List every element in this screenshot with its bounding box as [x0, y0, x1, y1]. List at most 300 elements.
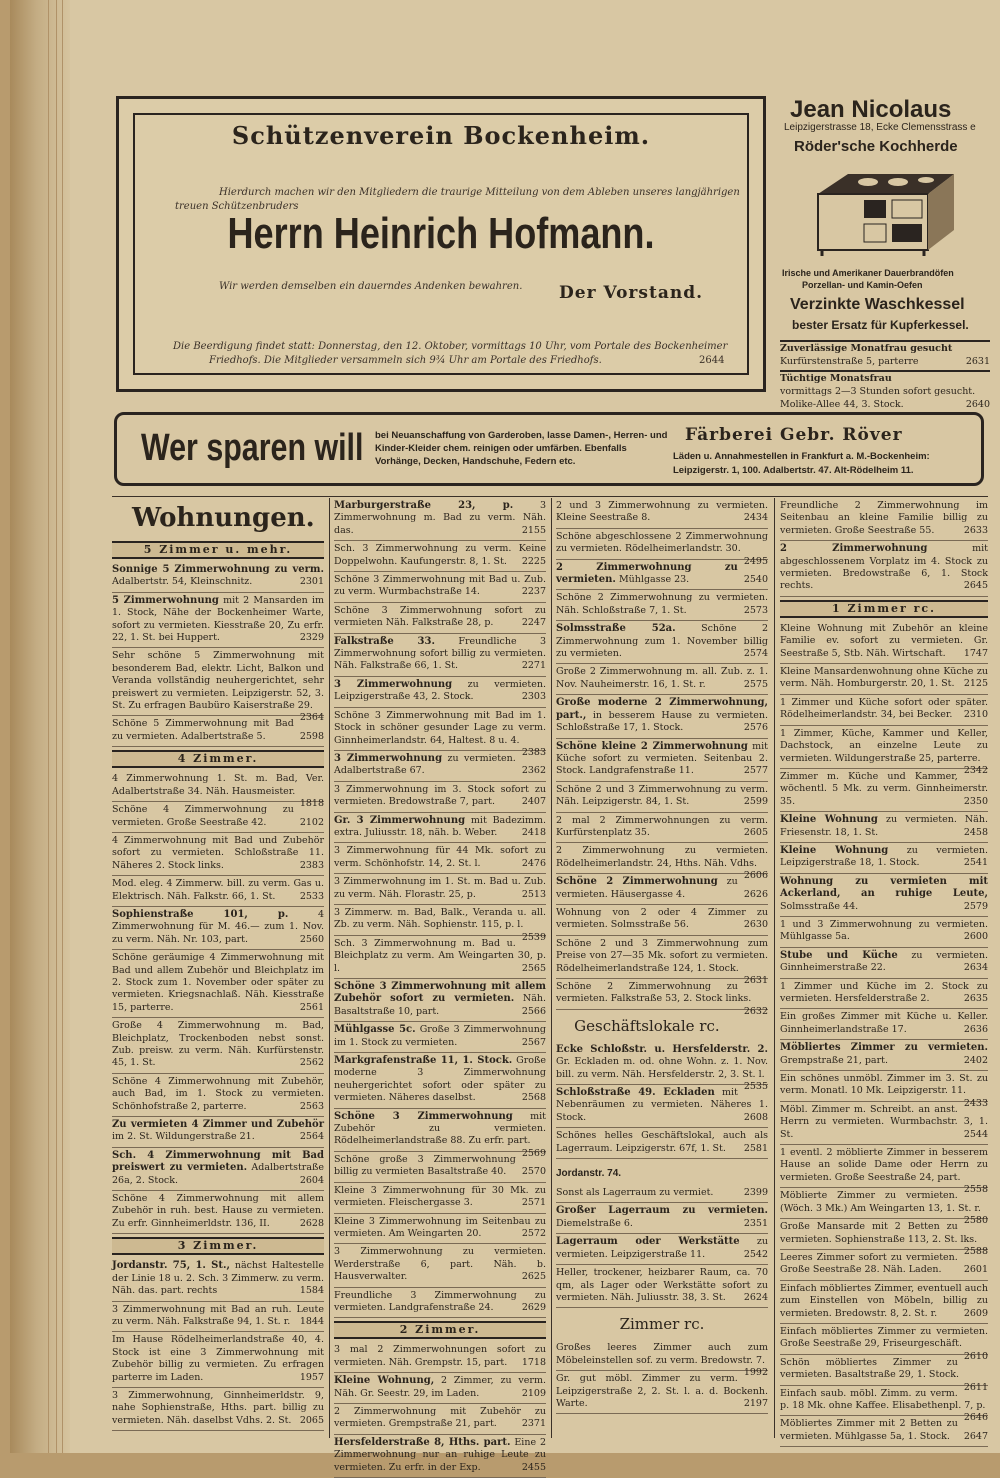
ad-number: 2455: [521, 1461, 546, 1473]
ad-headline: Schloßstraße 49. Eckladen: [556, 1087, 715, 1099]
classified-ad: [556, 936, 768, 986]
ad-text: Sehr schöne 5 Zimmerwohnung mit besonderem Bad, elektr. Licht, Balkon und Veranda vollständig neuhergerichtet, sehr preiswert zu vermieten. Leipzigerstr. 52, 3. St. Zu erfragen Baubüro Kaiserstraße 29.: [112, 650, 324, 712]
classified-ad: [112, 950, 324, 1018]
side-ad-1-head: Zuverlässige Monatfrau gesucht: [780, 343, 953, 354]
classified-ad: [556, 1159, 768, 1203]
classified-ad: [780, 541, 988, 597]
ad-text: Freundliche 3 Zimmerwohnung sofort billig zu vermieten. Näh. Falkstraße 66, 1. St.: [334, 635, 546, 672]
classified-ad: [556, 621, 768, 664]
ad-number: 2364: [299, 712, 324, 724]
ad-text: Möblierte Zimmer zu vermieten. (Wöch. 3 Mk.) Am Weingarten 13, 1. St. r.: [780, 1190, 981, 1214]
ad-text: zu vermieten. Adalbertstraße 67.: [334, 752, 516, 777]
ad-text: Solmsstraße 44.: [780, 900, 859, 912]
ad-text: Heller, trockener, heizbarer Raum, ca. 70 qm, als Lager oder Werkstätte sofort zu vermieten. Näh. Juliusstr. 38, 3. St.: [556, 1267, 768, 1303]
ad-text: mit 2 Mansarden im 1. Stock, Nähe der Bockenheimer Warte, sofort zu vermieten. Kiesstraße 20, Zu erfr. 22, 1. St. bei Huppert.: [112, 594, 324, 644]
ad-text: Schöne 2 und 3 Zimmerwohnung zu verm. Näh. Leipzigerstr. 84, 1. St.: [556, 783, 768, 808]
ad-headline: Lagerraum oder Werkstätte: [556, 1236, 740, 1248]
ad-text: Ein großes Zimmer mit Küche u. Keller. Ginnheimerlandstraße 17.: [780, 1011, 988, 1035]
ad-number: 2646: [963, 1412, 988, 1424]
side-ad-2-head: Tüchtige Monatsfrau: [780, 373, 892, 384]
ad-text: 3 Zimmerwohnung für 44 Mk. sofort zu verm. Schönhofstr. 14, 2. St. l.: [334, 845, 546, 869]
ad-text: Wohnung von 2 oder 4 Zimmer zu vermieten. Solmsstraße 56.: [556, 906, 768, 931]
ad-text: 2 Zimmerwohnung mit Zubehör zu vermieten. Grempstraße 21, part.: [334, 1405, 546, 1430]
ad-text: 1 Zimmer und Küche sofort oder später. Rödelheimerlandstr. 34, bei Becker.: [780, 696, 988, 721]
nicolaus-headline: Röder'sche Kochherde: [794, 138, 958, 155]
ad-text: 3 Zimmerw. m. Bad, Balk., Veranda u. all. Zb. zu verm. Näh. Sophienstr. 115, p. l.: [334, 906, 546, 931]
classified-ad: [112, 876, 324, 907]
classified-ad: [112, 907, 324, 950]
ad-text: Freundliche 3 Zimmerwohnung zu vermieten. Landgrafenstraße 24.: [334, 1289, 546, 1313]
classified-ad: [112, 1191, 324, 1234]
section-header: Geschäftslokale rc.: [574, 1016, 720, 1035]
classified-ad: [780, 1145, 988, 1196]
nicolaus-verzinkt: Verzinkte Waschkessel: [790, 296, 965, 313]
ad-number: 1992: [743, 1367, 768, 1379]
classified-ad: [556, 874, 768, 905]
sparen-address-1: Läden u. Annahmestellen in Frankfurt a. M.-Bockenheim:: [673, 451, 930, 462]
classified-ad: [780, 917, 988, 948]
ad-number: 2601: [963, 1264, 988, 1276]
classified-ad: [334, 708, 546, 758]
classified-ad: [334, 1342, 546, 1373]
ad-number: 2579: [963, 900, 988, 912]
classified-ad: [780, 726, 988, 776]
ad-number: 2632: [743, 1005, 768, 1017]
ad-number: 2635: [963, 993, 988, 1004]
classified-ad: [334, 1214, 546, 1245]
memorial-memory: Wir werden demselben ein dauerndes Andenken bewahren.: [219, 281, 523, 292]
classified-ad: [780, 498, 988, 541]
classified-ad: [780, 1250, 988, 1281]
ad-number: 2155: [521, 524, 546, 536]
ad-headline: Schöne kleine 2 Zimmerwohnung: [556, 740, 748, 752]
ad-text: Große 2 Zimmerwohnung m. all. Zub. z. 1. Nov. Nauheimerstr. 16, 1. St. r.: [556, 666, 768, 690]
classified-ad: [334, 843, 546, 874]
ad-number: 2225: [521, 555, 546, 567]
ad-headline: Schöne 3 Zimmerwohnung: [334, 1110, 513, 1122]
classified-ad: [334, 634, 546, 677]
ad-number: 1818: [299, 798, 324, 810]
ad-text: Grempstraße 21, part.: [780, 1054, 888, 1066]
classified-ad: [334, 541, 546, 572]
ad-text: Schöne 2 Zimmerwohnung zum 1. November billig zu vermieten.: [556, 623, 768, 660]
memorial-intro-2: treuen Schützenbruders: [175, 201, 299, 212]
ad-text: 3 Zimmerwohnung im 3. Stock sofort zu vermieten. Bredowstraße 7, part.: [334, 783, 546, 808]
ad-text: Freundliche 2 Zimmerwohnung im Seitenbau an kleine Familie billig zu vermieten. Große Seestraße 55.: [780, 500, 988, 536]
classified-ad: [780, 1102, 988, 1145]
ad-number: 2383: [521, 746, 546, 758]
ad-text: Große 3 Zimmerwohnung im 1. Stock zu vermieten.: [334, 1024, 546, 1048]
ad-text: Kleine 3 Zimmerwohnung für 30 Mk. zu vermieten. Fleischergasse 3.: [334, 1184, 546, 1209]
column-4-list: [780, 498, 988, 1447]
ad-number: 2560: [299, 933, 324, 945]
ad-text: 3 mal 2 Zimmerwohnungen sofort zu vermieten. Näh. Grempstr. 15, part.: [334, 1344, 546, 1368]
ad-headline: Große moderne 2 Zimmerwohnung, part.,: [556, 697, 768, 721]
ad-text: Schöne 2 Zimmerwohnung zu vermieten. Falkstraße 53, 2. Stock links.: [556, 981, 752, 1005]
ad-number: 2572: [521, 1227, 546, 1239]
ad-number: 2580: [963, 1215, 988, 1227]
ad-number: 2247: [521, 617, 546, 629]
ad-text: Im Hause Rödelheimerlandstraße 40, 4. Stock ist eine 3 Zimmerwohnung mit Zubehör billig zu vermieten. Zu erfragen parterre im Laden.: [112, 1334, 324, 1383]
nicolaus-sub-1: Irische und Amerikaner Dauerbrandöfen: [782, 268, 954, 278]
ad-text: zu vermieten. Ginnheimerstraße 22.: [780, 949, 988, 974]
ad-number: 2561: [299, 1001, 324, 1013]
ad-text: Adalbertstraße 26a, 2. Stock.: [112, 1162, 324, 1186]
classified-ad: [780, 769, 988, 812]
classified-ad: [556, 739, 768, 782]
ad-text: 3 Zimmerwohnung zu vermieten. Werderstraße 6, part. Näh. b. Hausverwalter.: [334, 1246, 546, 1283]
ad-number: 1718: [521, 1356, 546, 1368]
ad-number: 2634: [963, 962, 988, 974]
ad-number: 2362: [521, 765, 546, 777]
ad-number: 2636: [963, 1023, 988, 1035]
ad-number: 2569: [521, 1147, 546, 1159]
ad-number: 2541: [963, 857, 988, 869]
ad-text: Schöne 3 Zimmerwohnung mit Bad u. Zub. zu verm. Wurmbachstraße 14.: [334, 574, 546, 598]
ad-text: Schöne große 3 Zimmerwohnung billig zu vermieten Basaltstraße 40.: [334, 1153, 516, 1178]
ad-number: 2383: [299, 859, 324, 871]
ad-number: 2598: [299, 730, 324, 742]
ad-number: 2065: [299, 1414, 324, 1426]
classified-ad: [112, 1388, 324, 1431]
nicolaus-ad: [778, 92, 990, 337]
classified-ad: [334, 1053, 546, 1109]
side-ad-1-text: Kurfürstenstraße 5, parterre: [780, 356, 919, 367]
ad-headline: 2 Zimmerwohnung: [780, 543, 928, 555]
ad-text: 3 Zimmerwohnung m. Bad zu verm. Näh. das.: [334, 500, 546, 536]
ad-number: 2301: [299, 576, 324, 588]
ad-text: Mod. eleg. 4 Zimmerw. bill. zu verm. Gas u. Elektrisch. Näh. Falkstr. 66, 1. St.: [112, 878, 324, 902]
column-1-list: [112, 541, 324, 1431]
ad-number: 2418: [521, 826, 546, 838]
ad-number: 2458: [963, 826, 988, 838]
ad-number: 2102: [299, 816, 324, 828]
ad-number: 2237: [521, 586, 546, 598]
classified-ad: [334, 1288, 546, 1319]
ad-number: 2605: [743, 826, 768, 838]
classified-ad: [556, 979, 768, 1017]
column-1: [112, 498, 324, 1437]
classified-ad: [556, 560, 768, 591]
nicolaus-sub-2: Porzellan- und Kamin-Oefen: [802, 280, 923, 290]
classified-ad: [780, 1355, 988, 1393]
classified-ad: [556, 664, 768, 695]
ad-number: 2109: [521, 1387, 546, 1399]
classified-ad: [112, 1018, 324, 1074]
classified-ad: [334, 1435, 546, 1478]
ad-text: Schöne 4 Zimmerwohnung zu vermieten. Große Seestraße 42.: [112, 804, 294, 828]
sparen-address-2: Leipzigerstr. 1, 100. Adalbertstr. 47. Alt-Rödelheim 11.: [673, 465, 914, 476]
ad-number: 2564: [299, 1131, 324, 1143]
side-ad-2-text: vormittags 2—3 Stunden sofort gesucht. Molike-Allee 44, 3. Stock.: [780, 386, 976, 410]
ad-text: Einfach möbliertes Zimmer zu vermieten. Große Seestraße 29, Friseurgeschäft.: [780, 1325, 988, 1350]
classified-ad: [112, 1302, 324, 1333]
ad-number: 1844: [299, 1315, 324, 1327]
ad-text: 2 mal 2 Zimmerwohnungen zu verm. Kurfürstenplatz 35.: [556, 814, 768, 838]
sparen-title: Wer sparen will: [141, 427, 364, 469]
ad-text: Diemelstraße 6.: [556, 1217, 633, 1229]
ad-number: 2571: [521, 1197, 546, 1209]
ad-headline: Zu vermieten 4 Zimmer und Zubehör: [112, 1119, 324, 1131]
ad-number: 2566: [521, 1005, 546, 1017]
ad-text: Großes leeres Zimmer auch zum Möbeleinstellen sof. zu verm. Bredowstr. 7.: [556, 1342, 768, 1366]
page-edge: [10, 0, 70, 1453]
page-edge-line: [56, 0, 57, 1453]
classified-ad: [334, 1244, 546, 1287]
ad-text: Schöne geräumige 4 Zimmerwohnung mit Bad und allem Zubehör und Bleichplatz im 2. Stock zum 1. November oder später zu vermieten. Kriegsnachlaß. Näh. Kiesstraße 15, parterre.: [112, 952, 324, 1013]
memorial-signature: Der Vorstand.: [559, 283, 703, 303]
classified-ad: [112, 1074, 324, 1117]
section-heading-wohnungen: Wohnungen.: [132, 503, 315, 533]
ad-number: 2630: [743, 919, 768, 931]
classified-ad: [334, 751, 546, 782]
column-3: [556, 498, 768, 1437]
ad-text: Näh. Basaltstraße 10, part.: [334, 993, 546, 1017]
classified-ad: [112, 771, 324, 810]
classified-ad: [780, 1386, 988, 1424]
ad-number: 2535: [743, 1081, 768, 1093]
ad-number: 2581: [743, 1142, 768, 1154]
ad-headline: Jordanstr. 74.: [556, 1168, 622, 1180]
ad-number: 2573: [743, 604, 768, 616]
ad-headline: Großer Lagerraum zu vermieten.: [556, 1205, 768, 1217]
ad-headline: 5 Zimmerwohnung: [112, 594, 219, 606]
ad-number: 2626: [743, 888, 768, 900]
classified-ad: [780, 1040, 988, 1071]
classified-ad: [780, 664, 988, 695]
ad-headline: Schöne 3 Zimmerwohnung mit allem Zubehör sofort zu vermieten.: [334, 981, 546, 1005]
ad-number: 2407: [521, 796, 546, 808]
ad-headline: Marburgerstraße 23, p.: [334, 500, 514, 511]
column-3-list: [556, 498, 768, 1414]
classified-ad: [334, 1183, 546, 1214]
ad-text: Zimmer m. Küche und Kammer, wöchentl. 5 Mk. zu verm. Ginnheimerstr. 35.: [780, 770, 988, 807]
ad-number: 2544: [963, 1128, 988, 1140]
ad-text: Schönes helles Geschäftslokal, auch als Lagerraum. Leipzigerstr. 67f, 1. St.: [556, 1130, 768, 1154]
column-top-rule: [112, 496, 988, 497]
ad-number: 2610: [963, 1350, 988, 1362]
ad-number: 2624: [743, 1291, 768, 1303]
ad-number: 2540: [743, 574, 768, 586]
classified-ad: [556, 905, 768, 936]
ad-number: 2631: [743, 975, 768, 986]
ad-text: Schöne 4 Zimmerwohnung mit Zubehör, auch Bad, im 1. Stock zu vermieten. Schönhofstraße 2, parterre.: [112, 1075, 324, 1112]
ad-number: 2633: [963, 524, 988, 536]
section-header: Zimmer rc.: [619, 1315, 705, 1334]
section-header: 4 Zimmer.: [112, 750, 324, 768]
classified-ad: [334, 1404, 546, 1435]
ad-number: 2539: [521, 931, 546, 943]
ad-text: zu vermieten. Leipzigerstraße 18, 1. Stock.: [780, 844, 988, 869]
ad-headline: Sophienstraße 101, p.: [112, 908, 289, 920]
ad-number: 2125: [963, 678, 988, 690]
classified-ad: [556, 1234, 768, 1265]
section-header: 5 Zimmer u. mehr.: [112, 541, 324, 559]
ad-text: Sch. 3 Zimmerwohnung zu verm. Keine Doppelwohn. Kaufungerstr. 8, 1. St.: [334, 543, 546, 567]
ad-number: 2562: [299, 1057, 324, 1069]
ad-text: 1 und 3 Zimmerwohnung zu vermieten. Mühlgasse 5a.: [780, 918, 988, 943]
ad-number: 2402: [963, 1054, 988, 1066]
ad-text: Möbl. Zimmer m. Schreibt. an anst. Herrn zu vermieten. Wurmbachstr. 3, 1. St.: [780, 1103, 988, 1140]
classified-ad: [556, 695, 768, 738]
ad-number: 2611: [963, 1381, 988, 1393]
classified-ad: [334, 603, 546, 634]
ad-text: 2 Zimmerwohnung zu vermieten. Rödelheimerlandstr. 24, Hths. Näh. Vdhs.: [556, 845, 768, 869]
ad-number: 2434: [743, 512, 768, 524]
ad-headline: Hersfelderstraße 8, Hths. part.: [334, 1436, 511, 1448]
ad-text: Kleine Wohnung mit Zubehör an kleine Familie ev. sofort zu vermieten. Gr. Seestraße 5, Stb. Näh. Wirtschaft.: [780, 622, 988, 659]
ad-text: Schöne 3 Zimmerwohnung sofort zu vermieten Näh. Falkstraße 28, p.: [334, 604, 546, 629]
ad-headline: Möbliertes Zimmer zu vermieten.: [780, 1042, 988, 1054]
ad-number: 2599: [743, 796, 768, 808]
ad-text: Gr. Eckladen m. od. ohne Wohn. z. 1. Nov. bill. zu verm. Näh. Hersfelderstr. 2, 3. St. l.: [556, 1056, 768, 1080]
ad-text: 1 Zimmer und Küche im 2. Stock zu vermieten. Hersfelderstraße 2.: [780, 980, 988, 1004]
ad-headline: Sch. 4 Zimmerwohnung mit Bad preiswert zu vermieten.: [112, 1149, 324, 1174]
classified-ad: [556, 1340, 768, 1379]
ad-text: Eine 2 Zimmerwohnung nur an ruhige Leute zu vermieten. Zu erfr. in der Exp.: [334, 1436, 546, 1473]
memorial-number: 2644: [699, 355, 725, 366]
column-4: [780, 498, 988, 1442]
sparen-firm: Färberei Gebr. Röver: [685, 425, 903, 445]
ad-number: 1747: [963, 647, 988, 659]
ad-number: 1584: [299, 1285, 324, 1297]
classified-ad: [334, 572, 546, 603]
ad-text: 4 Zimmerwohnung für M. 46.— zum 1. Nov. zu verm. Näh. Nr. 103, part.: [112, 908, 324, 945]
side-ad-1-number: 2631: [965, 356, 990, 367]
ad-number: 2647: [963, 1430, 988, 1442]
classified-ad: [780, 1188, 988, 1227]
ad-headline: Wohnung zu vermieten mit Ackerland, an ruhige Leute,: [780, 875, 988, 900]
ad-number: 2303: [521, 691, 546, 703]
nicolaus-ersatz: bester Ersatz für Kupferkessel.: [792, 318, 969, 332]
ad-text: 4 Zimmerwohnung mit Bad und Zubehör sofort zu vermieten. Schloßstraße 11. Näheres 2. Stock links.: [112, 834, 324, 871]
ad-number: 2628: [299, 1217, 324, 1229]
classified-ad: [334, 498, 546, 541]
ad-number: 2570: [521, 1166, 546, 1178]
ad-number: 2197: [743, 1397, 768, 1409]
classified-ad: [334, 782, 546, 813]
nicolaus-name: Jean Nicolaus: [790, 96, 952, 123]
ad-number: 2604: [299, 1174, 324, 1186]
ad-text: Möbliertes Zimmer mit 2 Betten zu vermieten. Mühlgasse 5a, 1. Stock.: [780, 1418, 958, 1442]
classified-ad: [780, 874, 988, 917]
ad-number: 2567: [521, 1036, 546, 1048]
memorial-name: Herrn Heinrich Hofmann.: [227, 209, 655, 258]
section-header: 2 Zimmer.: [334, 1321, 546, 1339]
sparen-text: bei Neuanschaffung von Garderoben, lasse Damen-, Herren- und Kinder-Kleider chem. reinigen oder umfärben. Ebenfalls Vorhänge, Decken, Handschuhe, Federn etc.: [375, 430, 668, 467]
ad-text: Mühlgasse 23.: [618, 574, 690, 586]
memorial-intro: Hierdurch machen wir den Mitgliedern die traurige Mitteilung von dem Ableben unseres langjährigen: [219, 187, 740, 198]
memorial-funeral-2: Friedhofs. Die Mitglieder versammeln sich 9¾ Uhr am Portale des Friedhofs.: [209, 355, 602, 366]
ad-text: Kleine 3 Zimmerwohnung im Seitenbau zu vermieten. Am Weingarten 20.: [334, 1215, 546, 1239]
ad-text: mit Nebenräumen zu vermieten. Näheres 1. Stock.: [556, 1087, 768, 1123]
column-divider: [329, 498, 330, 1438]
ad-headline: Ecke Schloßstr. u. Hersfelderstr. 2.: [556, 1043, 768, 1055]
ad-headline: Jordanstr. 75, 1. St.,: [112, 1260, 230, 1272]
ad-number: 2542: [743, 1248, 768, 1260]
classified-ad: [556, 498, 768, 529]
classified-ad: [112, 1258, 324, 1301]
classified-ad: [780, 979, 988, 1010]
classified-ad: [780, 812, 988, 843]
ad-headline: Kleine Wohnung,: [334, 1375, 435, 1387]
classified-ad: [334, 936, 546, 979]
ad-text: Einfach möbliertes Zimmer, eventuell auch zum Einstellen von Möbeln, billig zu vermieten. Bredowstr. 8, 2. St. r.: [780, 1282, 988, 1319]
ad-text: 1 eventl. 2 möblierte Zimmer in besserem Hause an solide Dame oder Herrn zu vermieten. Große Seestraße 24, part.: [780, 1147, 988, 1183]
ad-text: Sch. 3 Zimmerwohnung m. Bad u. Bleichplatz zu verm. Am Weingarten 30, p. l.: [334, 937, 546, 974]
ad-text: Schön möbliertes Zimmer zu vermieten. Basaltstraße 29, 1. Stock.: [780, 1356, 960, 1381]
classified-ad: [556, 813, 768, 844]
side-ad: [780, 340, 990, 411]
ad-text: mit Küche sofort zu vermieten. Seitenbau 2. Stock. Landgrafenstraße 11.: [556, 740, 768, 777]
memorial-funeral-1: Die Beerdigung findet statt: Donnerstag, den 12. Oktober, vormittags 10 Uhr, vom Portale des Bockenheimer: [173, 341, 728, 352]
ad-text: Schöne 2 und 3 Zimmerwohnung zum Preise von 27—35 Mk. sofort zu vermieten. Rödelheimerlandstraße 124, 1. Stock.: [556, 937, 768, 974]
classified-ad: [334, 979, 546, 1022]
ad-headline: Kleine Wohnung: [780, 814, 878, 826]
classified-ad: [780, 1324, 988, 1362]
ad-headline: Kleine Wohnung: [780, 844, 889, 856]
column-divider: [774, 498, 775, 1438]
sparen-ad: [114, 412, 984, 486]
side-ad-1: [780, 340, 990, 368]
ad-text: zu vermieten. Häusergasse 4.: [556, 876, 738, 900]
classified-ad: [556, 1203, 768, 1234]
ad-number: 2433: [963, 1097, 988, 1109]
ad-number: 2600: [963, 931, 988, 943]
ad-number: 2558: [963, 1184, 988, 1196]
ad-number: 2329: [299, 632, 324, 644]
ad-number: 2399: [743, 1187, 768, 1199]
ad-text: Kleine Mansardenwohnung ohne Küche zu verm. Näh. Homburgerstr. 20, 1. St.: [780, 666, 988, 690]
classified-ad: [112, 1332, 324, 1388]
ad-text: 3 Zimmerwohnung, Ginnheimerldstr. 9, nahe Sophienstraße, Hths. part. billig zu vermieten. Näh. daselbst Vdhs. 2. St.: [112, 1389, 324, 1426]
section-header: 3 Zimmer.: [112, 1237, 324, 1255]
classified-ad: [112, 1117, 324, 1148]
ad-headline: Gr. 3 Zimmerwohnung: [334, 814, 466, 826]
ad-number: 2608: [743, 1111, 768, 1123]
ad-headline: 2 Zimmerwohnung zu vermieten.: [556, 561, 738, 586]
classified-ad: [780, 695, 988, 726]
classified-ad: [334, 1109, 546, 1159]
classified-ad: [112, 562, 324, 593]
nicolaus-address: Leipzigerstrasse 18, Ecke Clemensstrass e: [784, 122, 976, 133]
ad-number: 2533: [299, 890, 324, 902]
ad-text: mit Zubehör zu vermieten. Rödelheimerlandstraße 88. Zu erfr. part.: [334, 1110, 546, 1147]
classified-ad: [780, 1009, 988, 1040]
classified-ad: [780, 1071, 988, 1109]
ad-text: Leeres Zimmer sofort zu vermieten. Große Seestraße 28. Näh. Laden.: [780, 1251, 958, 1276]
ad-headline: Mühlgasse 5c.: [334, 1024, 416, 1036]
ad-headline: Schöne 2 Zimmerwohnung: [556, 876, 718, 888]
ad-text: zu vermieten. Näh. Friesenstr. 18, 1. St.: [780, 814, 988, 838]
ad-number: 2645: [963, 580, 988, 592]
classified-ad: [112, 716, 324, 747]
ad-number: 2351: [743, 1217, 768, 1229]
ad-number: 2575: [743, 678, 768, 690]
ad-number: 2495: [743, 555, 768, 567]
classified-ad: [780, 1281, 988, 1324]
ad-number: 2629: [521, 1301, 546, 1313]
classified-ad: [556, 1265, 768, 1308]
ad-number: 2350: [963, 795, 988, 807]
ad-headline: Markgrafenstraße 11, 1. Stock.: [334, 1055, 513, 1067]
ad-text: Sonst als Lagerraum zu vermiet.: [556, 1187, 714, 1199]
classified-ad: [556, 590, 768, 621]
classified-ad: [780, 948, 988, 979]
page-edge-line: [62, 0, 63, 1453]
ad-headline: 3 Zimmerwohnung: [334, 752, 443, 764]
ad-headline: 3 Zimmerwohnung: [334, 678, 453, 690]
